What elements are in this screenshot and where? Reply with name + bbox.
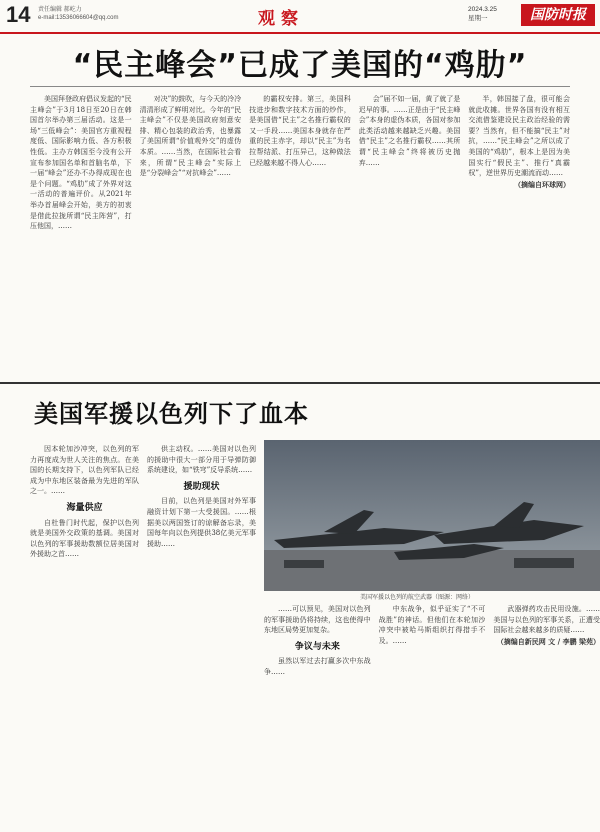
article1-body (30, 94, 570, 378)
military-aircraft-photo (264, 440, 600, 591)
subhead-status: 援助现状 (183, 481, 220, 492)
page-number: 14 (6, 2, 31, 27)
aircraft-photo-illustration (264, 440, 600, 591)
photo-caption: 美国军援以色列的航空武器（图源：网络） (360, 594, 475, 601)
article2-signature: （摘编自新民网 文 / 李鹏 梁苑） (496, 636, 600, 646)
article2-headline: 美国军援以色列下了血本 (34, 400, 309, 428)
editor-name: 责任编辑 郝屹力 (38, 7, 82, 13)
article1-column-4: 会”届不如一届，黄了就了是迟早的事。……正是由于“民主峰会”本身的虚伪本质，各国对参加此类活动越来越缺乏兴趣。美国借“民主”之名推行霸权……其所谓“民主峰会”终将被历史抛弃…… (358, 95, 461, 167)
paper-logo: 国防时报 (521, 4, 595, 26)
article2-column-5: 武器弹药攻击民用设施。……美国与以色列的军事关系，正遭受国际社会越来越多的质疑…… （摘编自新民网 文 / 李鹏 梁苑） (493, 605, 600, 646)
article1-signature: （摘编自环球网） (513, 179, 570, 189)
section-title: 观察 (258, 9, 304, 29)
weekday-text: 星期一 (468, 15, 488, 22)
issue-date (468, 5, 497, 23)
editor-info (38, 6, 118, 22)
article1-column-5: 半，韩国接了盘，很可能会就此收摊。世界各国有没有相互交流借鉴建设民主政治经验的需要？当然有，但不能搞“民主”对抗，……“民主峰会”之所以成了美国的“鸡肋”，根本上是因为美国实行“假民主”、推行“真霸权”，逆世界历史潮流而动…… （摘编自环球网） (468, 95, 570, 189)
article1-headline: “民主峰会”已成了美国的“鸡肋” (72, 48, 528, 83)
date-text: 2024.3.25 (468, 6, 497, 13)
editor-email: e-mail:13536066604@qq.com (38, 15, 119, 21)
subhead-controversy: 争议与未来 (294, 641, 340, 652)
article1-column-1: 美国拜登政府倡议发起的“民主峰会”于3月18日至20日在韩国首尔举办第三届活动。这是一场“三低峰会”：美国官方重视程度低、国际影响力低、各方积极性低。主办方韩国至今没有公开宣布参加国名单和首脑名单，下一届“峰会”还办不办得成现在也是个问题。“鸡肋”成了外界对这一活动的普遍评价。从2021年举办首届峰会开始，美方的初衷是借此拉拢所谓“民主阵营”，打压他国，…… (30, 95, 132, 231)
article2-column-4: 中东战争，似乎证实了“不可战胜”的神话。但他们在本轮加沙冲突中被哈马斯组织打得措手不及。…… (378, 605, 486, 645)
masthead (0, 0, 600, 34)
divider (30, 86, 570, 87)
article1-column-2: 对决”的鼓吹，与今天的冷冷清清形成了鲜明对比。今年的“民主峰会”不仅是美国政府刻意安排、精心包装的政治秀，也暴露了美国所谓“价值观外交”的虚伪本质。……当然，在国际社会看来，所谓“民主峰会”实际上是“分裂峰会”“对抗峰会”…… (139, 95, 242, 178)
subhead-supply: 海量供应 (66, 502, 103, 513)
article2-column-2: 供主动权。……美国对以色列的援助中很大一部分用于导弹防御系统建设，如“铁穹”反导系统…… 援助现状 目前，以色列是美国对外军事融资计划下第一大受援国。……根据美以两国签订的谅解备忘录，美国每年向以色列提供38亿美元军事援助…… (147, 445, 256, 548)
article2-column-3: ……可以预见，美国对以色列的军事援助仍将持续，这也使得中东地区局势更加复杂。 争议与未来 虽然以军过去打赢多次中东战争…… (264, 605, 371, 676)
article2-left-body (30, 444, 256, 828)
article1-column-3: 的霸权安排。第三，美国科技进步和数字技术方面的炒作，是美国借“民主”之名推行霸权的又一手段……美国本身就存在严重的民主赤字，却以“民主”为名拉帮结派、打压异己，这种做法已经越来越不得人心…… (249, 95, 351, 167)
article2-right-body (264, 604, 600, 828)
article2-column-1: 因本轮加沙冲突，以色列的军力再度成为世人关注的焦点。在美国的长期支持下，以色列军队已经成为中东地区装备最为先进的军队之一。…… 海量供应 自杜鲁门时代起，保护以色列就是美国外交政策的基调。美国对以色列的军事援助数额位居美国对外援助之首…… (30, 445, 139, 559)
